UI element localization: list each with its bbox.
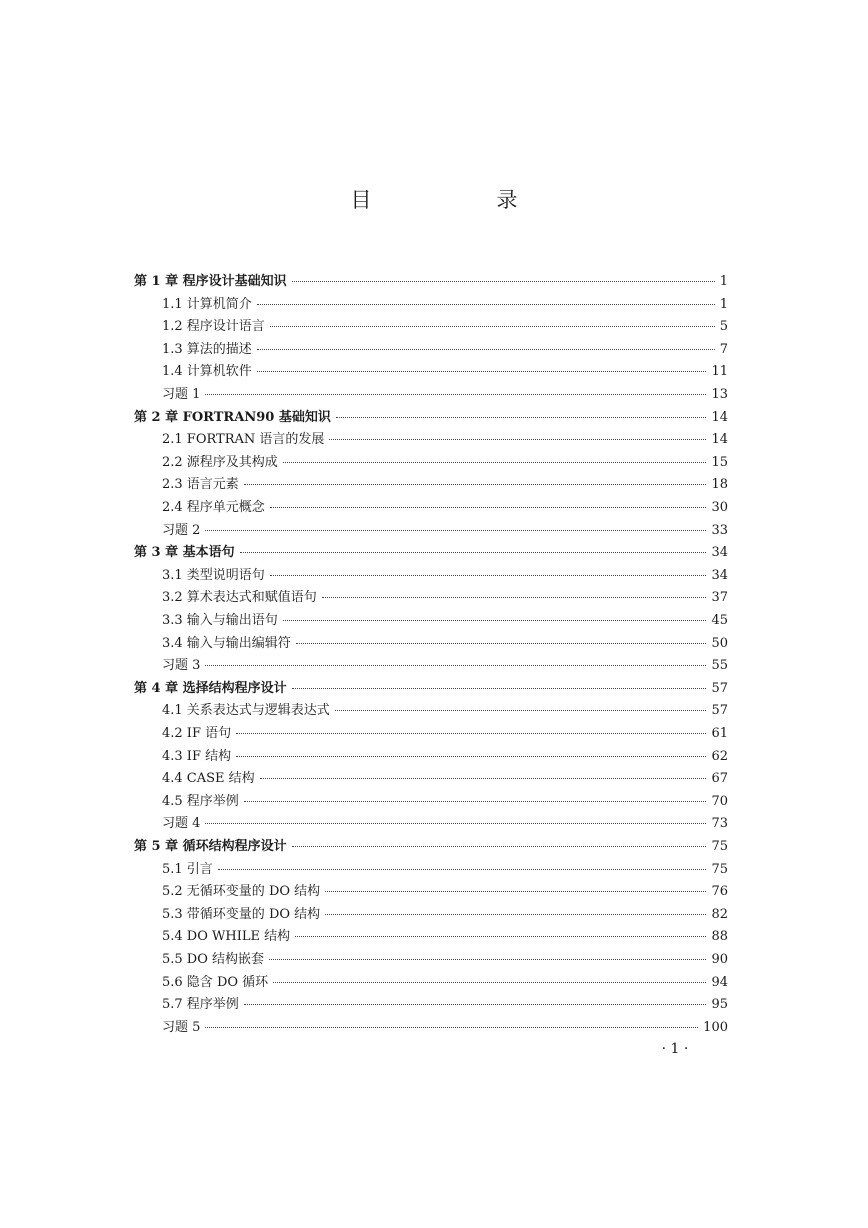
toc-dot-leader — [240, 552, 707, 553]
toc-section-entry — [162, 903, 728, 925]
toc-section-entry — [162, 948, 728, 970]
toc-entry-page: 61 — [711, 726, 728, 741]
toc-entry-label: 习题 1 — [162, 387, 201, 402]
toc-entry-page: 1 — [719, 296, 728, 312]
toc-dot-leader — [205, 530, 706, 531]
toc-section-entry — [162, 790, 728, 812]
toc-dot-leader — [244, 1004, 707, 1005]
toc-entry-label: 4.5 程序举例 — [162, 793, 239, 809]
toc-entry-label: 4.1 关系表达式与逻辑表达式 — [162, 703, 330, 719]
toc-section-entry — [162, 519, 728, 541]
toc-entry-page: 1 — [719, 274, 728, 289]
toc-section-entry — [162, 654, 728, 676]
toc-dot-leader — [260, 778, 707, 779]
toc-entry-label: 3.4 输入与输出编辑符 — [162, 635, 291, 651]
toc-section-entry — [162, 812, 728, 834]
toc-entry-page: 67 — [711, 771, 728, 787]
toc-dot-leader — [205, 1027, 698, 1028]
toc-entry-page: 55 — [711, 658, 728, 674]
toc-entry-label: 5.3 带循环变量的 DO 结构 — [162, 906, 321, 922]
toc-entry-label: 5.1 引言 — [162, 861, 213, 877]
toc-entry-label: 习题 4 — [162, 816, 201, 832]
toc-section-entry — [162, 360, 728, 382]
toc-entry-page: 34 — [711, 567, 728, 583]
toc-entry-page: 45 — [711, 613, 728, 628]
toc-dot-leader — [336, 417, 707, 418]
toc-dot-leader — [244, 801, 707, 802]
toc-entry-label: 第 2 章 FORTRAN90 基础知识 — [134, 409, 331, 425]
toc-entry-page: 13 — [711, 387, 728, 402]
toc-entry-page: 62 — [711, 748, 728, 764]
toc-entry-page: 33 — [711, 522, 728, 538]
toc-dot-leader — [329, 439, 706, 440]
toc-entry-label: 5.6 隐含 DO 循环 — [162, 974, 269, 990]
toc-section-entry — [162, 586, 728, 608]
toc-entry-page: 7 — [719, 341, 728, 357]
toc-dot-leader — [292, 846, 707, 847]
toc-entry-page: 70 — [711, 793, 728, 809]
toc-dot-leader — [236, 733, 706, 734]
toc-entry-page: 50 — [711, 635, 728, 651]
toc-entry-label: 3.3 输入与输出语句 — [162, 613, 278, 628]
toc-chapter-entry — [134, 406, 728, 428]
toc-entry-page: 15 — [711, 454, 728, 470]
toc-section-entry — [162, 971, 728, 993]
toc-entry-label: 5.4 DO WHILE 结构 — [162, 929, 291, 945]
toc-entry-page: 30 — [711, 500, 728, 515]
toc-entry-page: 94 — [711, 974, 728, 990]
toc-entry-label: 1.1 计算机简介 — [162, 296, 252, 312]
toc-dot-leader — [205, 665, 706, 666]
toc-section-entry — [162, 496, 728, 518]
toc-section-entry — [162, 428, 728, 450]
toc-entry-label: 4.2 IF 语句 — [162, 726, 232, 741]
toc-chapter-entry — [134, 835, 728, 857]
toc-section-entry — [162, 858, 728, 880]
toc-section-entry — [162, 1016, 728, 1038]
toc-entry-page: 75 — [711, 839, 728, 854]
toc-entry-page: 73 — [711, 816, 728, 832]
toc-dot-leader — [273, 982, 706, 983]
toc-dot-leader — [283, 620, 707, 621]
toc-entry-page: 11 — [711, 364, 728, 380]
toc-entry-label: 第 4 章 选择结构程序设计 — [134, 680, 287, 696]
toc-dot-leader — [325, 891, 706, 892]
toc-entry-page: 95 — [711, 997, 728, 1013]
toc-section-entry — [162, 315, 728, 337]
toc-dot-leader — [270, 326, 715, 327]
toc-dot-leader — [283, 462, 707, 463]
toc-entry-label: 1.4 计算机软件 — [162, 364, 252, 380]
toc-entry-page: 5 — [719, 319, 728, 335]
toc-dot-leader — [270, 575, 707, 576]
toc-section-entry — [162, 338, 728, 360]
toc-dot-leader — [270, 507, 707, 508]
toc-entry-label: 4.4 CASE 结构 — [162, 771, 255, 787]
toc-entry-label: 第 3 章 基本语句 — [134, 545, 235, 561]
toc-section-entry — [162, 383, 728, 405]
toc-entry-label: 3.1 类型说明语句 — [162, 567, 265, 583]
toc-entry-page: 34 — [711, 545, 728, 561]
toc-dot-leader — [325, 914, 706, 915]
toc-dot-leader — [257, 304, 715, 305]
toc-dot-leader — [257, 349, 715, 350]
toc-entry-label: 习题 2 — [162, 522, 201, 538]
toc-entry-label: 2.4 程序单元概念 — [162, 500, 265, 515]
toc-dot-leader — [335, 710, 707, 711]
toc-entry-label: 5.2 无循环变量的 DO 结构 — [162, 884, 321, 900]
toc-entry-label: 2.1 FORTRAN 语言的发展 — [162, 432, 325, 448]
toc-entry-page: 14 — [711, 409, 728, 425]
toc-dot-leader — [296, 643, 707, 644]
toc-entry-page: 37 — [711, 590, 728, 606]
toc-section-entry — [162, 632, 728, 654]
toc-entry-label: 2.3 语言元素 — [162, 477, 239, 493]
toc-entry-page: 76 — [711, 884, 728, 900]
toc-entry-label: 4.3 IF 结构 — [162, 748, 232, 764]
toc-dot-leader — [295, 936, 706, 937]
toc-section-entry — [162, 473, 728, 495]
toc-dot-leader — [292, 281, 715, 282]
toc-entry-label: 第 1 章 程序设计基础知识 — [134, 274, 287, 289]
toc-dot-leader — [236, 756, 706, 757]
toc-chapter-entry — [134, 541, 728, 563]
toc-entry-label: 5.7 程序举例 — [162, 997, 239, 1013]
toc-dot-leader — [218, 869, 707, 870]
toc-entry-page: 90 — [711, 952, 728, 967]
toc-section-entry — [162, 745, 728, 767]
toc-section-entry — [162, 722, 728, 744]
toc-dot-leader — [244, 484, 707, 485]
toc-entry-label: 5.5 DO 结构嵌套 — [162, 952, 265, 967]
toc-section-entry — [162, 767, 728, 789]
toc-entry-label: 习题 3 — [162, 658, 201, 674]
toc-dot-leader — [205, 394, 706, 395]
toc-dot-leader — [257, 371, 707, 372]
toc-entry-page: 82 — [711, 906, 728, 922]
toc-entry-page: 88 — [711, 929, 728, 945]
toc-entry-page: 57 — [711, 703, 728, 719]
toc-section-entry — [162, 609, 728, 631]
toc-entry-label: 第 5 章 循环结构程序设计 — [134, 839, 287, 854]
toc-dot-leader — [292, 688, 707, 689]
toc-entry-label: 3.2 算术表达式和赋值语句 — [162, 590, 317, 606]
toc-section-entry — [162, 564, 728, 586]
toc-entry-label: 1.2 程序设计语言 — [162, 319, 265, 335]
toc-entry-page: 18 — [711, 477, 728, 493]
toc-entry-page: 75 — [711, 861, 728, 877]
toc-dot-leader — [322, 597, 707, 598]
toc-section-entry — [162, 293, 728, 315]
toc-section-entry — [162, 925, 728, 947]
toc-entry-page: 57 — [711, 680, 728, 696]
toc-section-entry — [162, 993, 728, 1015]
toc-entry-label: 习题 5 — [162, 1019, 201, 1035]
toc-section-entry — [162, 451, 728, 473]
toc-entry-page: 14 — [711, 432, 728, 448]
toc-chapter-entry — [134, 677, 728, 699]
toc-entry-label: 1.3 算法的描述 — [162, 341, 252, 357]
toc-dot-leader — [269, 959, 706, 960]
page-number: · 1 · — [661, 1041, 689, 1057]
toc-section-entry — [162, 880, 728, 902]
toc-chapter-entry — [134, 270, 728, 292]
toc-dot-leader — [205, 823, 706, 824]
toc-entry-label: 2.2 源程序及其构成 — [162, 454, 278, 470]
page-title: 目 录 — [350, 188, 570, 212]
toc-section-entry — [162, 699, 728, 721]
toc-entry-page: 100 — [703, 1019, 728, 1035]
